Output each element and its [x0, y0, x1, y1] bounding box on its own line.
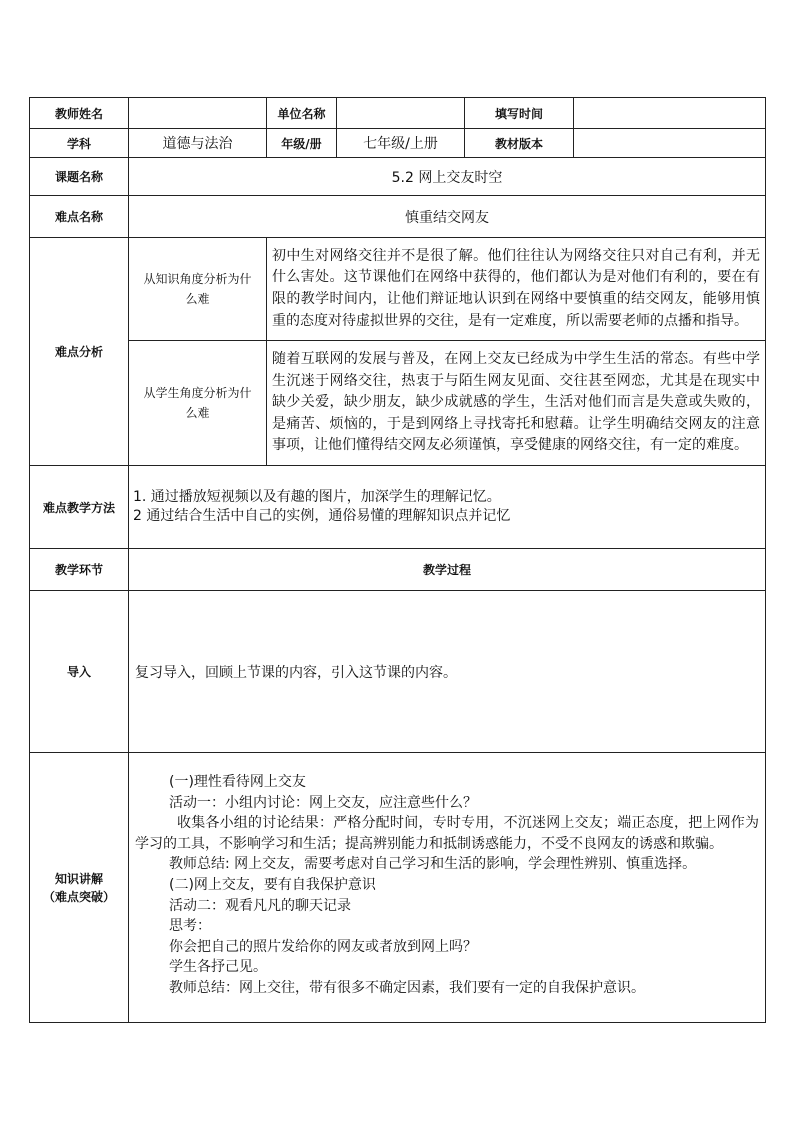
section-heading: (二)网上交友，要有自我保护意识: [169, 876, 376, 893]
difficulty-label: 难点名称: [30, 196, 129, 238]
knowledge-angle-text: 初中生对网络交往并不是很了解。他们往往认为网络交往只对自己有利，并无什么害处。这节课他们在网络中获得的，他们都认为是对他们有利的，要在有限的教学时间内，让他们辩证地认识到在网络中要慎重的结交网友，能够用慎重的态度对待虚拟世界的交往，是有一定难度，所以需要老师的点播和指导。: [267, 238, 766, 341]
methods-list: [129, 466, 766, 549]
student-response: 学生各抒己见。: [169, 959, 267, 976]
process-header: 教学过程: [129, 549, 766, 591]
intro-text: 复习导入，回顾上节课的内容，引入这节课的内容。: [129, 591, 766, 753]
lesson-plan-table: [29, 97, 766, 1023]
header-row-2: [30, 129, 766, 158]
header-row-1: [30, 98, 766, 129]
methods-label: 难点教学方法: [30, 466, 129, 549]
fill-time-value: [574, 98, 766, 129]
fill-time-label: 填写时间: [465, 98, 574, 129]
knowledge-angle-label: 从知识角度分析为什么难: [129, 238, 267, 341]
unit-name-label: 单位名称: [267, 98, 337, 129]
analysis-row-student: [30, 341, 766, 466]
lesson-title-label: 课题名称: [30, 158, 129, 196]
intro-row: [30, 591, 766, 753]
analysis-label: 难点分析: [30, 238, 129, 466]
activity-line: 活动二：观看凡凡的聊天记录: [169, 897, 351, 914]
teacher-summary: 教师总结：网上交往，带有很多不确定因素，我们要有一定的自我保护意识。: [169, 979, 645, 996]
teacher-name-label: 教师姓名: [30, 98, 129, 129]
knowledge-content: [129, 753, 766, 1023]
process-header-row: [30, 549, 766, 591]
unit-name-value: [337, 98, 465, 129]
teacher-name-value: [129, 98, 267, 129]
knowledge-row: [30, 753, 766, 1023]
difficulty-row: [30, 196, 766, 238]
analysis-row-knowledge: [30, 238, 766, 341]
think-label: 思考：: [169, 918, 211, 935]
grade-value: 七年级/上册: [337, 129, 465, 158]
intro-label: 导入: [30, 591, 129, 753]
subject-label: 学科: [30, 129, 129, 158]
student-angle-label: 从学生角度分析为什么难: [129, 341, 267, 466]
grade-label: 年级/册: [267, 129, 337, 158]
knowledge-label: [30, 753, 129, 1023]
student-angle-text: 随着互联网的发展与普及，在网上交友已经成为中学生生活的常态。有些中学生沉迷于网络交往，热衷于与陌生网友见面、交往甚至网恋，尤其是在现实中缺少关爱，缺少朋友，缺少成就感的学生，生活对他们而言是失意或失败的，是痛苦、烦恼的，于是到网络上寻找寄托和慰藉。让学生明确结交网友的注意事项，让他们懂得结交网友必须谨慎，享受健康的网络交往，有一定的难度。: [267, 341, 766, 466]
subject-value: 道德与法治: [129, 129, 267, 158]
stage-header: 教学环节: [30, 549, 129, 591]
discussion-results: 收集各小组的讨论结果：严格分配时间，专时专用，不沉迷网上交友；端正态度，把上网作为学习的工具，不影响学习和生活；提高辨别能力和抵制诱惑能力，不受不良网友的诱惑和欺骗。: [135, 815, 759, 852]
difficulty-value: 慎重结交网友: [129, 196, 766, 238]
lesson-row: [30, 158, 766, 196]
teacher-summary: 教师总结: 网上交友，需要考虑对自己学习和生活的影响，学会理性辨别、慎重选择。: [169, 856, 697, 873]
question-line: 你会把自己的照片发给你的网友或者放到网上吗？: [169, 938, 477, 955]
knowledge-label-line1: 知识讲解: [54, 871, 103, 886]
edition-label: 教材版本: [465, 129, 574, 158]
method-item: 1. 通过播放短视频以及有趣的图片，加深学生的理解记忆。: [133, 489, 501, 505]
section-heading: (一)理性看待网上交友: [169, 774, 306, 790]
activity-line: 活动一：小组内讨论：网上交友，应注意些什么？: [169, 794, 477, 811]
knowledge-label-line2: （难点突破）: [42, 889, 115, 904]
edition-value: [574, 129, 766, 158]
method-item: 2 通过结合生活中自己的实例，通俗易懂的理解知识点并记忆: [133, 508, 511, 524]
lesson-title-value: 5.2 网上交友时空: [129, 158, 766, 196]
methods-row: [30, 466, 766, 549]
